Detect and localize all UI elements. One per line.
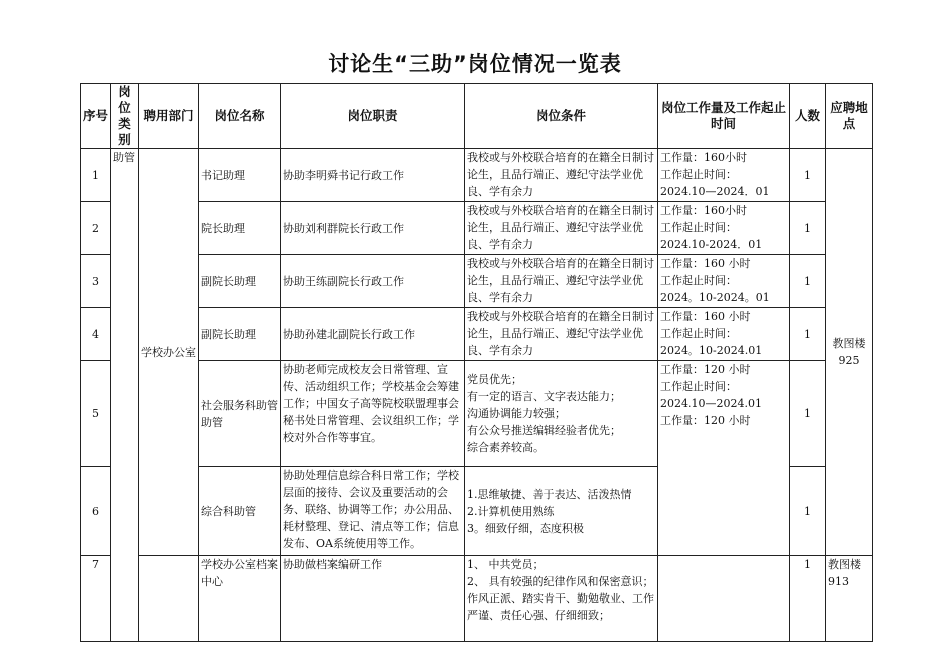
header-category: 岗位类别 — [111, 84, 139, 149]
workload-cell: 工作量：160小时 工作起止时间： 2024.10—2024．01 — [658, 149, 790, 202]
seq-cell: 1 — [81, 149, 111, 202]
duty-cell: 协助刘利群院长行政工作 — [281, 202, 465, 255]
dept-cell-empty — [139, 556, 199, 642]
duty-cell: 协助做档案编研工作 — [281, 556, 465, 642]
position-cell: 综合科助管 — [199, 467, 281, 556]
header-position: 岗位名称 — [199, 84, 281, 149]
count-cell: 1 — [790, 467, 826, 556]
header-row — [81, 84, 873, 149]
condition-cell: 我校或与外校联合培育的在籍全日制讨论生，且品行端正、遵纪守法学业优良、学有余力 — [465, 308, 658, 361]
seq-cell: 7 — [81, 556, 111, 642]
count-cell: 1 — [790, 308, 826, 361]
duty-cell: 协助老师完成校友会日常管理、宣传、活动组织工作；学校基金会筹建工作；中国女子高等院校联盟理事会秘书处日常管理、会议组织工作；学校对外合作等事宜。 — [281, 361, 465, 467]
seq-cell: 2 — [81, 202, 111, 255]
workload-cell: 工作量：160小时 工作起止时间： 2024.10-2024．01 — [658, 202, 790, 255]
condition-cell: 1、 中共党员； 2、 具有较强的纪律作风和保密意识；作风正派、踏实肯干、勤勉敬业、工作严谨、责任心强、仔细细致； — [465, 556, 658, 642]
position-cell: 学校办公室档案中心 — [199, 556, 281, 642]
workload-cell-empty — [658, 556, 790, 642]
table-row — [81, 308, 873, 361]
table-row — [81, 361, 873, 467]
location-cell: 教图楼925 — [826, 149, 873, 556]
count-cell: 1 — [790, 255, 826, 308]
position-cell: 副院长助理 — [199, 308, 281, 361]
header-count: 人数 — [790, 84, 826, 149]
table-row — [81, 255, 873, 308]
header-duty: 岗位职责 — [281, 84, 465, 149]
table-row — [81, 149, 873, 202]
duty-cell: 协助孙建北副院长行政工作 — [281, 308, 465, 361]
duty-cell: 协助李明舜书记行政工作 — [281, 149, 465, 202]
position-cell: 社会服务科助管助管 — [199, 361, 281, 467]
table-row — [81, 202, 873, 255]
table-row — [81, 556, 873, 642]
workload-cell: 工作量：160 小时 工作起止时间： 2024。10-2024.01 — [658, 308, 790, 361]
duty-cell: 协助王练副院长行政工作 — [281, 255, 465, 308]
count-cell: 1 — [790, 149, 826, 202]
header-workload: 岗位工作量及工作起止时间 — [658, 84, 790, 149]
position-table — [80, 83, 873, 642]
count-cell: 1 — [790, 202, 826, 255]
condition-cell: 我校或与外校联合培育的在籍全日制讨论生，且品行端正、遵纪守法学业优良、学有余力 — [465, 202, 658, 255]
condition-cell: 1.思维敏捷、善于表达、活泼热情 2.计算机使用熟练 3。细致仔细，态度积极 — [465, 467, 658, 556]
count-cell: 1 — [790, 556, 826, 642]
count-cell: 1 — [790, 361, 826, 467]
page-title: 讨论生“三助”岗位情况一览表 — [328, 52, 622, 76]
header-seq: 序号 — [81, 84, 111, 149]
workload-cell: 工作量：120 小时 工作起止时间： 2024.10—2024.01 工作量：120 小时 — [658, 361, 790, 556]
header-condition: 岗位条件 — [465, 84, 658, 149]
seq-cell: 3 — [81, 255, 111, 308]
condition-cell: 我校或与外校联合培育的在籍全日制讨论生，且品行端正、遵纪守法学业优良、学有余力 — [465, 149, 658, 202]
category-cell: 助管 — [111, 149, 139, 642]
header-location: 应聘地点 — [826, 84, 873, 149]
seq-cell: 5 — [81, 361, 111, 467]
condition-cell: 我校或与外校联合培育的在籍全日制讨论生，且品行端正、遵纪守法学业优良、学有余力 — [465, 255, 658, 308]
position-cell: 院长助理 — [199, 202, 281, 255]
seq-cell: 4 — [81, 308, 111, 361]
position-cell: 书记助理 — [199, 149, 281, 202]
dept-cell: 学校办公室 — [139, 149, 199, 556]
header-dept: 聘用部门 — [139, 84, 199, 149]
seq-cell: 6 — [81, 467, 111, 556]
workload-cell: 工作量：160 小时 工作起止时间： 2024。10-2024。01 — [658, 255, 790, 308]
condition-cell: 党员优先； 有一定的语言、文字表达能力； 沟通协调能力较强； 有公众号推送编辑经验者优先； 综合素养较高。 — [465, 361, 658, 467]
position-cell: 副院长助理 — [199, 255, 281, 308]
location-cell: 教图楼913 — [826, 556, 873, 642]
duty-cell: 协助处理信息综合科日常工作；学校层面的接待、会议及重要活动的会务、联络、协调等工作；办公用品、耗材整理、登记、清点等工作；信息发布、OA系统使用等工作。 — [281, 467, 465, 556]
